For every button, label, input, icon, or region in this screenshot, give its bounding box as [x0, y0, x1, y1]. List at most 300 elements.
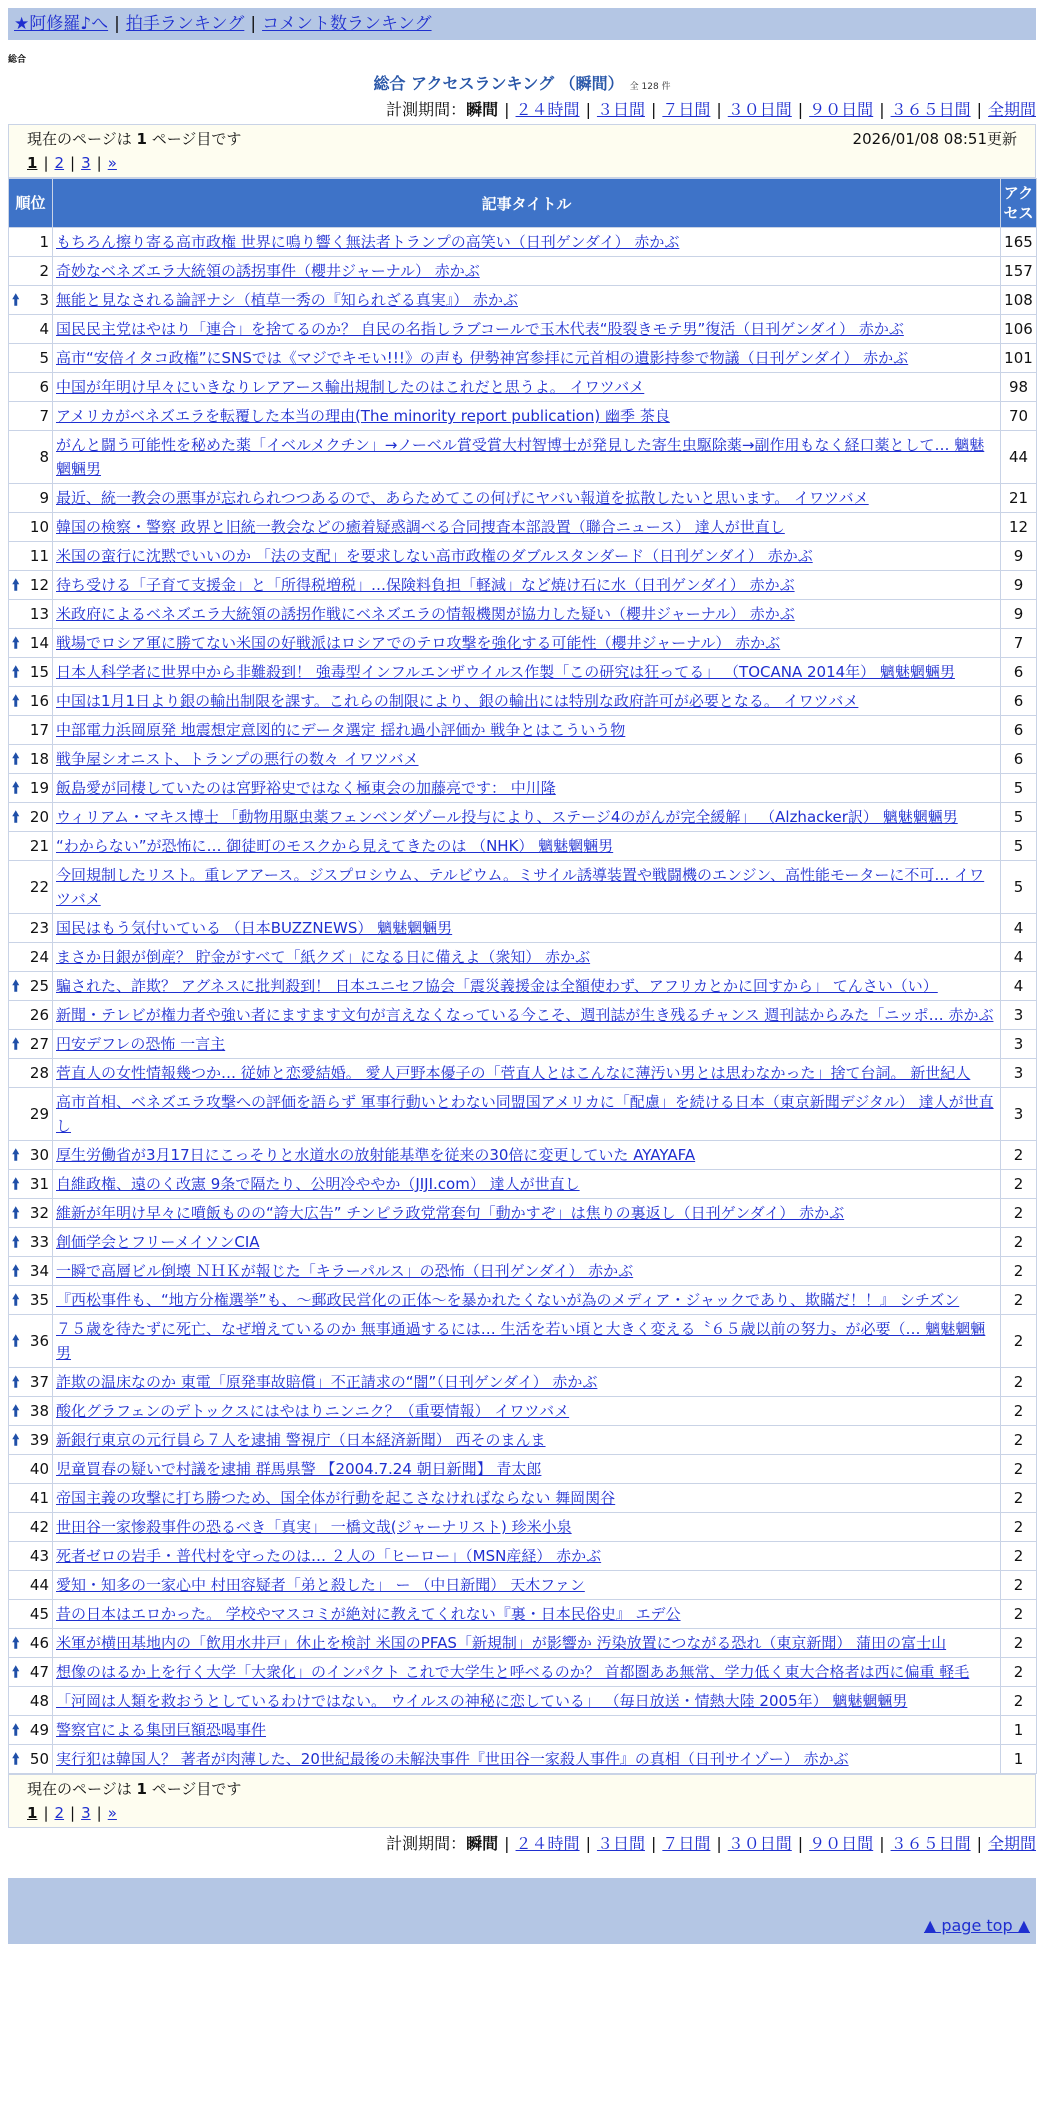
access-count: 6 [1001, 658, 1037, 687]
up-arrow-icon: 🠙 [12, 1146, 20, 1164]
access-count: 101 [1001, 344, 1037, 373]
period-link[interactable]: ９０日間 [809, 100, 874, 119]
access-count: 6 [1001, 745, 1037, 774]
rank-number: 40 [29, 1460, 49, 1478]
table-row [9, 315, 1037, 344]
article-link[interactable]: アメリカがベネズエラを転覆した本当の理由(The minority report publication) 幽季 茶良 [56, 407, 670, 425]
page-link[interactable]: 3 [81, 154, 91, 172]
page-separator: | [43, 154, 49, 172]
rank-cell [9, 1513, 53, 1542]
title-cell [53, 484, 1001, 513]
rank-cell [9, 1030, 53, 1059]
table-row [9, 1455, 1037, 1484]
period-link[interactable]: 全期間 [987, 1834, 1036, 1853]
title-cell [53, 344, 1001, 373]
next-page-link[interactable]: » [107, 154, 117, 172]
title-cell [53, 774, 1001, 803]
article-link[interactable]: 待ち受ける「子育て支援金」と「所得税増税」…保険料負担「軽減」など焼け石に水（日刊ゲンダイ） 赤かぶ [56, 576, 795, 594]
period-link[interactable]: ３６５日間 [890, 100, 971, 119]
title-cell [53, 1030, 1001, 1059]
table-row [9, 257, 1037, 286]
article-link[interactable]: 昔の日本はエロかった。 学校やマスコミが絶対に教えてくれない『裏・日本民俗史』 エデ公 [56, 1605, 681, 1623]
article-link[interactable]: 日本人科学者に世界中から非難殺到！ 強毒型インフルエンザウイルス作製「この研究は狂ってる」 （TOCANA 2014年） 魑魅魍魎男 [56, 663, 955, 681]
rank-cell [9, 914, 53, 943]
article-link[interactable]: 酸化グラフェンのデトックスにはやはりニンニク？（重要情報） イワツバメ [56, 1402, 570, 1420]
rank-number: 17 [29, 721, 49, 739]
rank-cell [9, 1228, 53, 1257]
period-separator: | [504, 100, 510, 119]
article-link[interactable]: 愛知・知多の一家心中 村田容疑者「弟と殺した」 ー （中日新聞） 天木ファン [56, 1576, 585, 1594]
access-count: 5 [1001, 803, 1037, 832]
rank-number: 34 [29, 1262, 49, 1280]
rank-number: 20 [29, 808, 49, 826]
period-separator: | [879, 100, 885, 119]
period-selector-bottom [0, 1834, 1036, 1854]
period-link[interactable]: ９０日間 [809, 1834, 874, 1853]
article-link[interactable]: 今回規制したリスト。重レアアース。ジスプロシウム、テルビウム。ミサイル誘導装置や戦闘機のエンジン、高性能モーターに不可… イワツバメ [56, 866, 985, 908]
page-top-bar [8, 1912, 1036, 1944]
rank-cell [9, 745, 53, 774]
page-top-link[interactable]: ▲ page top ▲ [923, 1916, 1030, 1935]
rank-number: 15 [29, 663, 49, 681]
access-count: 165 [1001, 228, 1037, 257]
rank-number: 46 [29, 1634, 49, 1652]
title-cell [53, 1257, 1001, 1286]
access-count: 108 [1001, 286, 1037, 315]
table-header-row [9, 179, 1037, 228]
access-count: 2 [1001, 1600, 1037, 1629]
period-link[interactable]: ３６５日間 [890, 1834, 971, 1853]
article-link[interactable]: 中部電力浜岡原発 地震想定意図的にデータ選定 揺れ過小評価か 戦争とはこういう物 [56, 721, 626, 739]
title-cell [53, 832, 1001, 861]
table-row [9, 1030, 1037, 1059]
applause-ranking-link[interactable]: 拍手ランキング [125, 14, 245, 34]
period-link[interactable]: ３日間 [596, 100, 645, 119]
rank-number: 4 [39, 320, 49, 338]
article-link[interactable]: 中国は1月1日より銀の輸出制限を課す。これらの制限により、銀の輸出には特別な政府許可が必要となる。 イワツバメ [56, 692, 859, 710]
rank-cell [9, 687, 53, 716]
title-cell [53, 1542, 1001, 1571]
access-count: 7 [1001, 629, 1037, 658]
access-count: 2 [1001, 1484, 1037, 1513]
rank-cell [9, 431, 53, 484]
article-link[interactable]: 創価学会とフリーメイソンCIA [56, 1233, 260, 1251]
up-arrow-icon: 🠙 [12, 1291, 20, 1309]
current-page-text [27, 127, 241, 151]
title-cell [53, 257, 1001, 286]
access-count: 44 [1001, 431, 1037, 484]
period-item-active: 瞬間 [466, 1834, 499, 1853]
rank-number: 22 [29, 878, 49, 896]
rank-number: 37 [29, 1373, 49, 1391]
period-selector [0, 100, 1036, 120]
total-count: 全 128 件 [629, 82, 671, 92]
pager-info [27, 1777, 1017, 1801]
period-link[interactable]: ３０日間 [727, 1834, 792, 1853]
rank-number: 43 [29, 1547, 49, 1565]
table-row [9, 1368, 1037, 1397]
access-count: 4 [1001, 943, 1037, 972]
title-cell [53, 1315, 1001, 1368]
access-count: 21 [1001, 484, 1037, 513]
title-cell [53, 1001, 1001, 1030]
article-link[interactable]: 円安デフレの恐怖 一言主 [56, 1035, 226, 1053]
table-row [9, 1088, 1037, 1141]
rank-cell [9, 943, 53, 972]
up-arrow-icon: 🠙 [12, 1402, 20, 1420]
period-separator: | [879, 1834, 885, 1853]
home-link[interactable]: ★阿修羅♪へ [14, 14, 109, 34]
table-row [9, 914, 1037, 943]
table-row [9, 484, 1037, 513]
table-row [9, 228, 1037, 257]
table-row [9, 803, 1037, 832]
rank-number: 14 [29, 634, 49, 652]
table-row [9, 861, 1037, 914]
rank-number: 23 [29, 919, 49, 937]
table-row [9, 1059, 1037, 1088]
current-page-text [27, 1777, 241, 1801]
page-links [27, 151, 1017, 175]
access-count: 9 [1001, 571, 1037, 600]
up-arrow-icon: 🠙 [12, 779, 20, 797]
next-page-link[interactable]: » [107, 1804, 117, 1822]
article-link[interactable]: 維新が年明け早々に噴飯ものの“誇大広告” チンピラ政党常套句「動かすぞ」は焦りの裏返し（日刊ゲンダイ） 赤かぶ [56, 1204, 845, 1222]
table-row [9, 600, 1037, 629]
article-link[interactable]: 高市首相、ベネズエラ攻撃への評価を語らず 軍事行動いとわない同盟国アメリカに「配慮」を続ける日本（東京新聞デジタル） 達人が世直し [56, 1093, 994, 1135]
article-link[interactable]: ７５歳を待たずに死亡、なぜ増えているのか 無事通過するには… 生活を若い頃と大きく変える〝６５歳以前の努力〟が必要（… 魑魅魍魎男 [56, 1320, 986, 1362]
article-link[interactable]: 世田谷一家惨殺事件の恐るべき「真実」 一橋文哉(ジャーナリスト) 珍米小泉 [56, 1518, 572, 1536]
page-title: 総合 アクセスランキング （瞬間） [373, 74, 624, 93]
rank-number: 25 [29, 977, 49, 995]
title-cell [53, 914, 1001, 943]
table-row [9, 1170, 1037, 1199]
table-row [9, 1228, 1037, 1257]
title-cell [53, 542, 1001, 571]
table-row [9, 1658, 1037, 1687]
article-link[interactable]: 死者ゼロの岩手・普代村を守ったのは… ２人の「ヒーロー」（MSN産経） 赤かぶ [56, 1547, 602, 1565]
access-count: 2 [1001, 1141, 1037, 1170]
article-link[interactable]: 高市“安倍イタコ政権”にSNSでは《マジでキモい!!!》の声も 伊勢神宮参拝に元首相の遺影持参で物議（日刊ゲンダイ） 赤かぶ [56, 349, 909, 367]
article-link[interactable]: 国民はもう気付いている （日本BUZZNEWS） 魑魅魍魎男 [56, 919, 453, 937]
rank-cell [9, 1199, 53, 1228]
article-link[interactable]: 戦場でロシア軍に勝てない米国の好戦派はロシアでのテロ攻撃を強化する可能性（櫻井ジャーナル） 赤かぶ [56, 634, 781, 652]
period-link[interactable]: ３０日間 [727, 100, 792, 119]
rank-number: 26 [29, 1006, 49, 1024]
access-count: 5 [1001, 774, 1037, 803]
page-link[interactable]: 2 [54, 1804, 65, 1822]
period-link[interactable]: 全期間 [987, 100, 1036, 119]
article-link[interactable]: 自維政権、遠のく改憲 9条で隔たり、公明冷ややか（JIJI.com） 達人が世直し [56, 1175, 580, 1193]
rank-number: 30 [29, 1146, 49, 1164]
article-link[interactable]: 騙された、詐欺？ アグネスに批判殺到！ 日本ユニセフ協会「震災義援金は全額使わず、アフリカとかに回すから」 てんさい（い） [56, 977, 938, 995]
up-arrow-icon: 🠙 [12, 1634, 20, 1652]
article-link[interactable]: がんと闘う可能性を秘めた薬「イベルメクチン」→ノーベル賞受賞大村智博士が発見した寄生虫駆除薬→副作用もなく経口薬として… 魑魅魍魎男 [56, 436, 985, 478]
rank-cell [9, 600, 53, 629]
access-count: 2 [1001, 1228, 1037, 1257]
current-page-number: 1 [136, 1780, 147, 1798]
rank-number: 48 [29, 1692, 49, 1710]
rank-cell [9, 571, 53, 600]
article-link[interactable]: 米軍が横田基地内の「飲用水井戸」休止を検討 米国のPFAS「新規制」が影響か 汚染放置につながる恐れ（東京新聞） 蒲田の富士山 [56, 1634, 947, 1652]
rank-cell [9, 1088, 53, 1141]
title-cell [53, 600, 1001, 629]
title-cell [53, 1658, 1001, 1687]
article-link[interactable]: 戦争屋シオニスト、トランプの悪行の数々 イワツバメ [56, 750, 419, 768]
access-count: 3 [1001, 1059, 1037, 1088]
article-link[interactable]: 韓国の検察・警察 政界と旧統一教会などの癒着疑惑調べる合同捜査本部設置（聯合ニュース） 達人が世直し [56, 518, 785, 536]
article-link[interactable]: 米政府によるベネズエラ大統領の誘拐作戦にベネズエラの情報機関が協力した疑い（櫻井ジャーナル） 赤かぶ [56, 605, 795, 623]
rank-number: 19 [29, 779, 49, 797]
rank-number: 39 [29, 1431, 49, 1449]
article-link[interactable]: 米国の蛮行に沈黙でいいのか 「法の支配」を要求しない高市政権のダブルスタンダード（日刊ゲンダイ） 赤かぶ [56, 547, 813, 565]
up-arrow-icon: 🠙 [12, 1750, 20, 1768]
article-link[interactable]: 「河岡は人類を救おうとしているわけではない。 ウイルスの神秘に恋している」 （毎日放送・情熱大陸 2005年） 魑魅魍魎男 [56, 1692, 908, 1710]
rank-cell [9, 1397, 53, 1426]
article-link[interactable]: 児童買春の疑いで村議を逮捕 群馬県警 【2004.7.24 朝日新聞】 青太郎 [56, 1460, 542, 1478]
header-title: 記事タイトル [53, 179, 1001, 228]
table-row [9, 745, 1037, 774]
title-cell [53, 1368, 1001, 1397]
period-link[interactable]: ７日間 [662, 1834, 711, 1853]
up-arrow-icon: 🠙 [12, 1233, 20, 1251]
rank-cell [9, 1059, 53, 1088]
period-separator: | [585, 100, 591, 119]
title-cell [53, 1199, 1001, 1228]
page-current: 1 [27, 154, 38, 172]
rank-cell [9, 1687, 53, 1716]
article-link[interactable]: 帝国主義の攻撃に打ち勝つため、国全体が行動を起こさなければならない 舞岡関谷 [56, 1489, 616, 1507]
period-link[interactable]: ２４時間 [515, 1834, 580, 1853]
current-page-post: ページ目です [146, 1780, 242, 1798]
table-row [9, 1397, 1037, 1426]
table-row [9, 1629, 1037, 1658]
up-arrow-icon: 🠙 [12, 1175, 20, 1193]
header-access: アクセス [1001, 179, 1037, 228]
rank-number: 42 [29, 1518, 49, 1536]
table-row [9, 1484, 1037, 1513]
updated-timestamp: 2026/01/08 08:51更新 [852, 130, 1017, 148]
page-link[interactable]: 2 [54, 154, 65, 172]
access-count: 2 [1001, 1397, 1037, 1426]
access-count: 1 [1001, 1716, 1037, 1745]
title-cell [53, 687, 1001, 716]
page-link[interactable]: 3 [81, 1804, 91, 1822]
access-count: 1 [1001, 1745, 1037, 1774]
article-link[interactable]: 想像のはるか上を行く大学「大衆化」のインパクト これで大学生と呼べるのか？ 首都圏ああ無常、学力低く東大合格者は西に偏重 軽毛 [56, 1663, 970, 1681]
table-row [9, 1600, 1037, 1629]
access-count: 2 [1001, 1257, 1037, 1286]
title-cell [53, 1170, 1001, 1199]
access-count: 9 [1001, 542, 1037, 571]
table-row [9, 687, 1037, 716]
rank-cell [9, 803, 53, 832]
title-cell [53, 1571, 1001, 1600]
title-cell [53, 1059, 1001, 1088]
article-link[interactable]: ウィリアム・マキス博士 「動物用駆虫薬フェンベンダゾール投与により、ステージ4のがんが完全緩解」 （Alzhacker訳） 魑魅魍魎男 [56, 808, 958, 826]
period-separator: | [650, 1834, 657, 1853]
article-link[interactable]: 国民民主党はやはり「連合」を捨てるのか？ 自民の名指しラブコールで玉木代表“股裂きモテ男”復活（日刊ゲンダイ） 赤かぶ [56, 320, 904, 338]
article-link[interactable]: 飯島愛が同棲していたのは宮野裕史ではなく極東会の加藤亮です： 中川隆 [56, 779, 556, 797]
up-arrow-icon: 🠙 [12, 1332, 20, 1350]
rank-cell [9, 1542, 53, 1571]
title-cell [53, 1426, 1001, 1455]
period-label: 計測期間： [386, 1834, 467, 1853]
rank-number: 5 [39, 349, 49, 367]
table-row [9, 1257, 1037, 1286]
article-link[interactable]: 新聞・テレビが権力者や強い者にますます文句が言えなくなっている今こそ、週刊誌が生き残るチャンス 週刊誌からみた「ニッポ… 赤かぶ [56, 1006, 994, 1024]
table-row [9, 513, 1037, 542]
article-link[interactable]: 厚生労働省が3月17日にこっそりと水道水の放射能基準を従来の30倍に変更していた AYAYAFA [56, 1146, 696, 1164]
article-link[interactable]: 無能と見なされる論評ナシ（植草一秀の『知られざる真実』） 赤かぶ [56, 291, 518, 309]
period-separator: | [797, 100, 804, 119]
rank-cell [9, 257, 53, 286]
rank-cell [9, 1286, 53, 1315]
access-count: 2 [1001, 1368, 1037, 1397]
title-cell [53, 1745, 1001, 1774]
access-count: 2 [1001, 1687, 1037, 1716]
title-cell [53, 629, 1001, 658]
up-arrow-icon: 🠙 [12, 1262, 20, 1280]
comment-ranking-link[interactable]: コメント数ランキング [262, 14, 432, 34]
access-count: 2 [1001, 1315, 1037, 1368]
article-link[interactable]: 最近、統一教会の悪事が忘れられつつあるので、あらためてこの何げにヤバい報道を拡散したいと思います。 イワツバメ [56, 489, 869, 507]
rank-number: 44 [29, 1576, 49, 1594]
table-row [9, 1001, 1037, 1030]
rank-cell [9, 344, 53, 373]
page-separator: | [43, 1804, 49, 1822]
article-link[interactable]: 警察官による集団巨額恐喝事件 [56, 1721, 267, 1739]
article-link[interactable]: 中国が年明け早々にいきなりレアアース輸出規制したのはこれだと思うよ。 イワツバメ [56, 378, 645, 396]
rank-cell [9, 1426, 53, 1455]
title-cell [53, 861, 1001, 914]
up-arrow-icon: 🠙 [12, 1431, 20, 1449]
rank-cell [9, 373, 53, 402]
title-cell [53, 1228, 1001, 1257]
table-row [9, 1745, 1037, 1774]
rank-number: 7 [39, 407, 49, 425]
rank-number: 38 [29, 1402, 49, 1420]
title-cell [53, 228, 1001, 257]
rank-number: 24 [29, 948, 49, 966]
article-link[interactable]: まさか日銀が倒産？ 貯金がすべて「紙クズ」になる日に備えよ（衆知） 赤かぶ [56, 948, 591, 966]
article-link[interactable]: 実行犯は韓国人？ 著者が肉薄した、20世紀最後の未解決事件『世田谷一家殺人事件』の真相（日刊サイゾー） 赤かぶ [56, 1750, 849, 1768]
period-separator: | [716, 1834, 722, 1853]
article-link[interactable]: 新銀行東京の元行員ら７人を逮捕 警視庁（日本経済新聞） 西そのまんま [56, 1431, 546, 1449]
title-cell [53, 1716, 1001, 1745]
period-link[interactable]: ３日間 [596, 1834, 645, 1853]
rank-number: 13 [29, 605, 49, 623]
access-count: 157 [1001, 257, 1037, 286]
top-nav-bar [8, 8, 1036, 40]
current-page-pre: 現在のページは [27, 130, 137, 148]
article-link[interactable]: 菅直人の女性情報幾つか… 従姉と恋愛結婚。 愛人戸野本優子の「菅直人とはこんなに薄汚い男とは思わなかった」捨て台詞。 新世紀人 [56, 1064, 971, 1082]
article-link[interactable]: 一瞬で高層ビル倒壊 ＮＨＫが報じた「キラーパルス」の恐怖（日刊ゲンダイ） 赤かぶ [56, 1262, 634, 1280]
period-separator: | [976, 1834, 982, 1853]
access-count: 3 [1001, 1030, 1037, 1059]
rank-cell [9, 1745, 53, 1774]
article-link[interactable]: 奇妙なベネズエラ大統領の誘拐事件（櫻井ジャーナル） 赤かぶ [56, 262, 480, 280]
table-row [9, 431, 1037, 484]
rank-cell [9, 1484, 53, 1513]
rank-cell [9, 716, 53, 745]
rank-cell [9, 286, 53, 315]
rank-number: 1 [39, 233, 49, 251]
article-link[interactable]: 詐欺の温床なのか 東電「原発事故賠償」不正請求の“闇”（日刊ゲンダイ） 赤かぶ [56, 1373, 598, 1391]
period-link[interactable]: ７日間 [662, 100, 711, 119]
period-label: 計測期間： [386, 100, 467, 119]
rank-number: 49 [29, 1721, 49, 1739]
access-count: 6 [1001, 687, 1037, 716]
table-row [9, 1315, 1037, 1368]
access-count: 98 [1001, 373, 1037, 402]
up-arrow-icon: 🠙 [12, 1035, 20, 1053]
rank-number: 29 [29, 1105, 49, 1123]
title-cell [53, 1484, 1001, 1513]
page-separator: | [96, 154, 102, 172]
up-arrow-icon: 🠙 [12, 576, 20, 594]
rank-number: 32 [29, 1204, 49, 1222]
article-link[interactable]: “わからない”が恐怖に… 御徒町のモスクから見えてきたのは （NHK） 魑魅魍魎男 [56, 837, 614, 855]
title-cell [53, 1397, 1001, 1426]
access-count: 9 [1001, 600, 1037, 629]
rank-cell [9, 513, 53, 542]
pager-top [8, 124, 1036, 178]
table-row [9, 542, 1037, 571]
access-count: 2 [1001, 1513, 1037, 1542]
page-separator: | [96, 1804, 102, 1822]
period-link[interactable]: ２４時間 [515, 100, 580, 119]
title-cell [53, 943, 1001, 972]
access-count: 106 [1001, 315, 1037, 344]
title-cell [53, 1629, 1001, 1658]
title-cell [53, 803, 1001, 832]
rank-cell [9, 1001, 53, 1030]
current-page-number: 1 [136, 130, 147, 148]
title-cell [53, 373, 1001, 402]
rank-number: 50 [29, 1750, 49, 1768]
title-cell [53, 1141, 1001, 1170]
title-cell [53, 513, 1001, 542]
access-count: 4 [1001, 914, 1037, 943]
up-arrow-icon: 🠙 [12, 1721, 20, 1739]
rank-number: 27 [29, 1035, 49, 1053]
rank-number: 31 [29, 1175, 49, 1193]
up-arrow-icon: 🠙 [12, 1373, 20, 1391]
table-row [9, 344, 1037, 373]
access-count: 5 [1001, 832, 1037, 861]
rank-number: 16 [29, 692, 49, 710]
period-separator: | [976, 100, 982, 119]
title-cell [53, 1513, 1001, 1542]
table-row [9, 1687, 1037, 1716]
article-link[interactable]: 『西松事件も、“地方分権選挙”も、〜郵政民営化の正体〜を暴かれたくないが為のメディア・ジャックであり、欺瞞だ！！』 シチズン [56, 1291, 960, 1309]
title-cell [53, 286, 1001, 315]
period-separator: | [797, 1834, 804, 1853]
article-link[interactable]: もちろん擦り寄る高市政権 世界に鳴り響く無法者トランプの高笑い（日刊ゲンダイ） 赤かぶ [56, 233, 680, 251]
title-cell [53, 1455, 1001, 1484]
title-cell [53, 431, 1001, 484]
title-cell [53, 315, 1001, 344]
up-arrow-icon: 🠙 [12, 750, 20, 768]
access-count: 2 [1001, 1658, 1037, 1687]
rank-cell [9, 1141, 53, 1170]
rank-cell [9, 1629, 53, 1658]
access-count: 2 [1001, 1629, 1037, 1658]
rank-number: 12 [29, 576, 49, 594]
table-row [9, 571, 1037, 600]
bottom-bar [8, 1878, 1036, 1912]
